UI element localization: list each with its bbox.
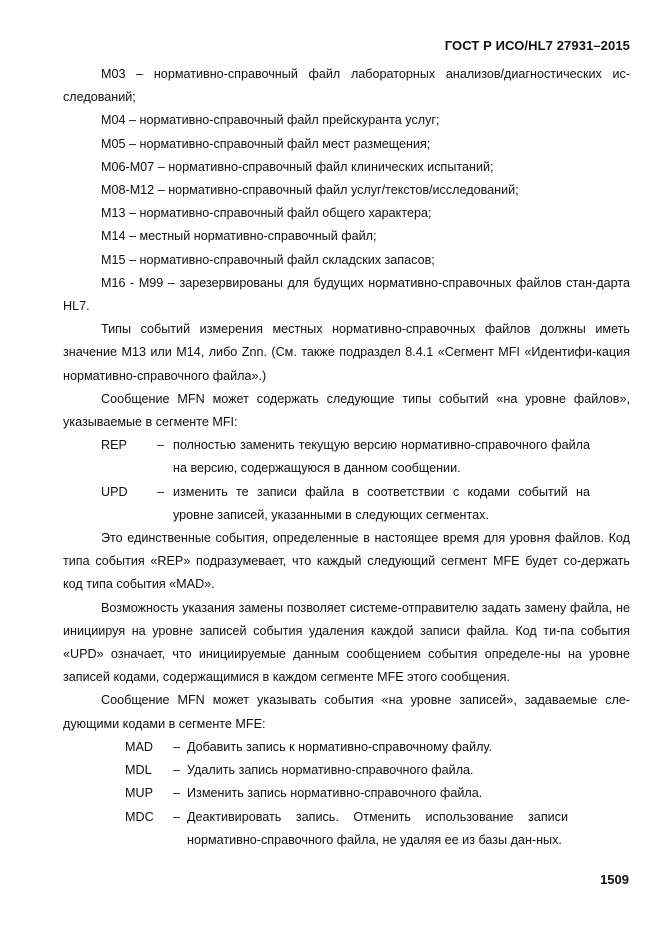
document-body: [63, 63, 630, 852]
event-code: MDL: [125, 763, 152, 778]
paragraph-m16-m99: M16 - M99 – зарезервированы для будущих нормативно-справочных файлов стан-дарта HL7.: [63, 275, 630, 314]
event-code: MUP: [125, 786, 153, 801]
paragraph-m15: M15 – нормативно-справочный файл складских запасов;: [101, 252, 435, 267]
definition-mdc: [125, 806, 630, 852]
paragraph-m03: M03 – нормативно-справочный файл лабораторных анализов/диагностических ис-следований;: [63, 67, 630, 105]
paragraph-m06-m07: M06-M07 – нормативно-справочный файл клинических испытаний;: [101, 159, 494, 174]
paragraph-m08-m12: M08-M12 – нормативно-справочный файл услуг/текстов/исследований;: [101, 183, 519, 198]
event-description: Деактивировать запись. Отменить использование записи нормативно-справочного файла, не удаляя ее из базы дан-ных.: [187, 809, 568, 847]
definition-mup: [125, 782, 630, 805]
paragraph-record-level-events-intro: Сообщение MFN может указывать события «на уровне записей», задаваемые сле-дующими кодами в сегменте MFE:: [63, 693, 630, 731]
event-code: UPD: [101, 484, 128, 499]
paragraph-file-level-events-intro: Сообщение MFN может содержать следующие типы событий «на уровне файлов», указываемые в сегменте MFI:: [63, 391, 630, 430]
document-header: ГОСТ Р ИСО/HL7 27931–2015: [444, 38, 630, 53]
paragraph-m05: M05 – нормативно-справочный файл мест размещения;: [101, 136, 431, 151]
paragraph-local-event-types: Типы событий измерения местных нормативно-справочных файлов должны иметь значение M13 или M14, либо Znn. (См. также подраздел 8.4.1 «Сегмент MFI «Идентифи-кация нормативно-справочного файла».): [63, 322, 630, 383]
event-description: изменить те записи файла в соответствии с кодами событий на уровне записей, указанными в следующих сегментах.: [173, 484, 590, 522]
event-code: REP: [101, 438, 127, 453]
definition-dash: –: [173, 739, 181, 754]
paragraph-only-file-events: Это единственные события, определенные в настоящее время для уровня файлов. Код типа события «REP» подразумевает, что каждый следующий сегмент MFE будет со-держать код типа события «MAD».: [63, 531, 630, 592]
definition-dash: –: [173, 809, 181, 824]
paragraph-m13: M13 – нормативно-справочный файл общего характера;: [101, 206, 432, 221]
definition-upd: [101, 481, 630, 527]
paragraph-m14: M14 – местный нормативно-справочный файл;: [101, 229, 377, 244]
event-description: полностью заменить текущую версию нормативно-справочного файла на версию, содержащуюся в данном сообщении.: [173, 438, 590, 476]
definition-dash: –: [173, 786, 181, 801]
definition-rep: [101, 434, 630, 480]
event-code: MDC: [125, 809, 154, 824]
event-description: Изменить запись нормативно-справочного файла.: [187, 786, 483, 801]
event-code: MAD: [125, 739, 153, 754]
paragraph-replacement-option: Возможность указания замены позволяет системе-отправителю задать замену файла, не инициируя на уровне записей события удаления каждой записи файла. Код ти-па события «UPD» означает, что инициируемые данным сообщением события определе-ны на уровне записей кодами, содержащимися в каждом сегменте MFE этого сообщения.: [63, 600, 630, 685]
definition-dash: –: [157, 438, 165, 453]
page-number: 1509: [600, 872, 629, 887]
definition-mad: [125, 736, 630, 759]
definition-dash: –: [173, 763, 181, 778]
definition-mdl: [125, 759, 630, 782]
event-description: Удалить запись нормативно-справочного файла.: [187, 763, 474, 778]
definition-dash: –: [157, 484, 165, 499]
paragraph-m04: M04 – нормативно-справочный файл прейскуранта услуг;: [101, 113, 440, 128]
event-description: Добавить запись к нормативно-справочному файлу.: [187, 739, 492, 754]
